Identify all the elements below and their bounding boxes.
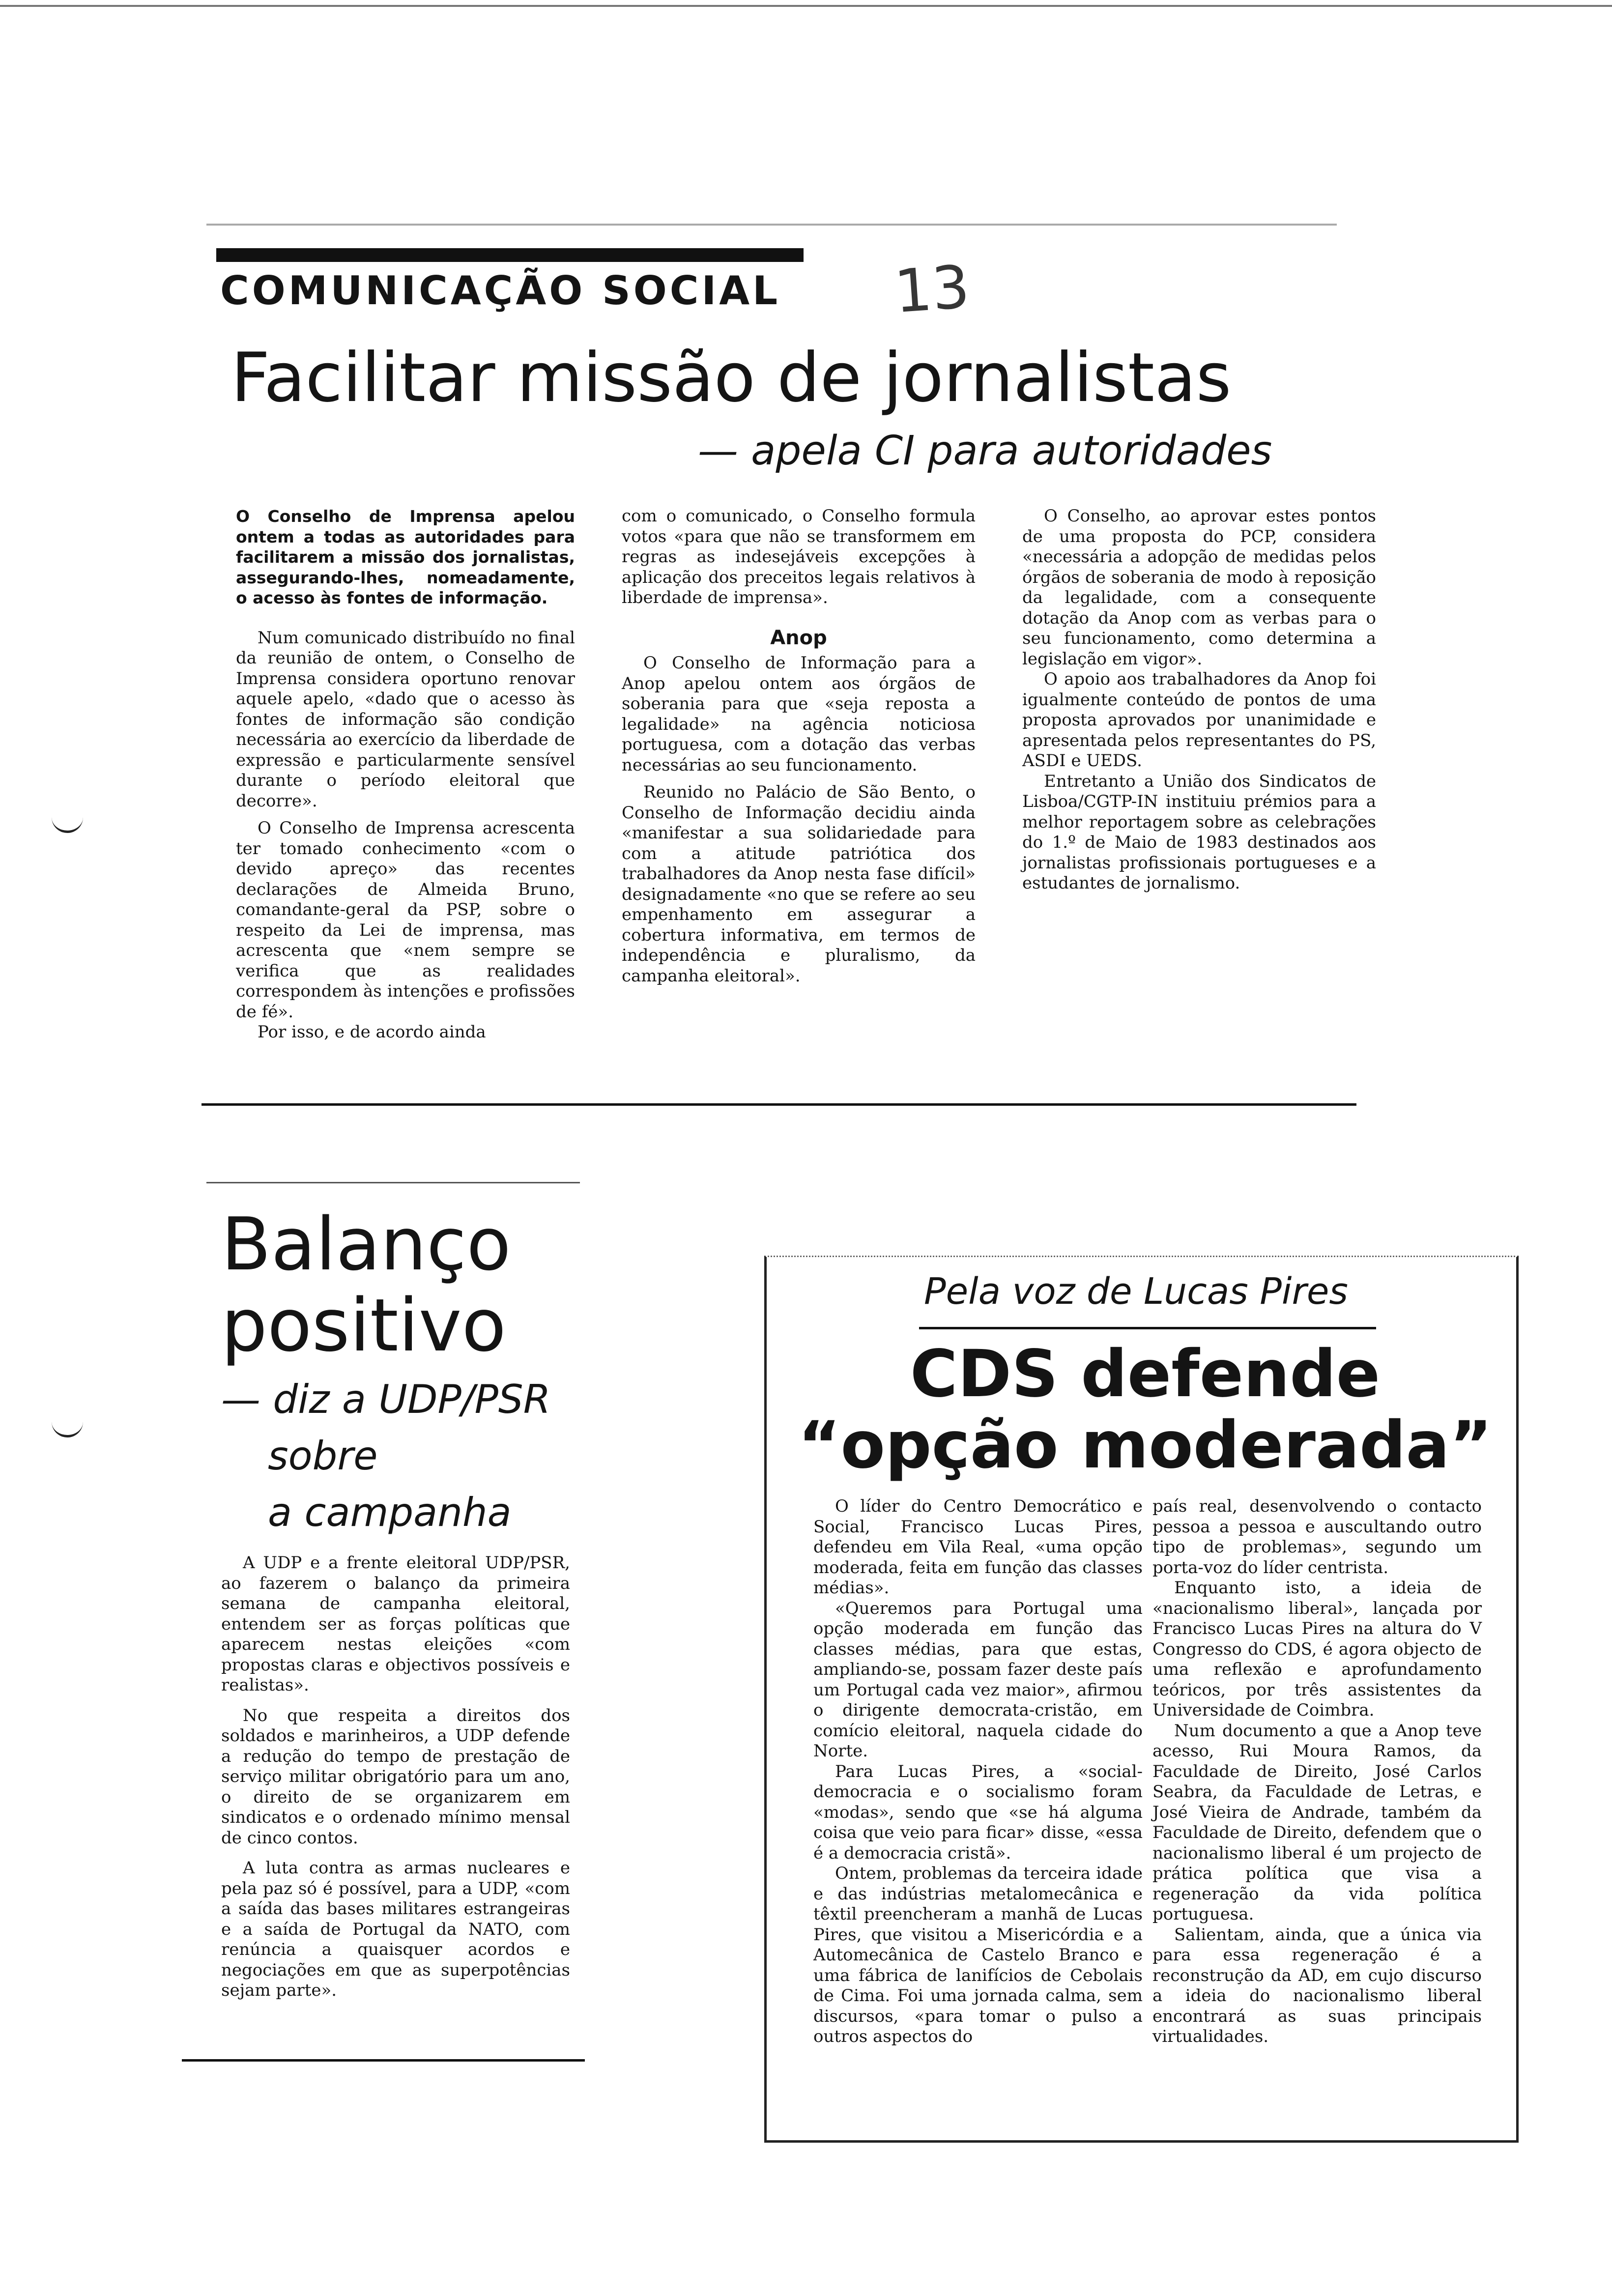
subheadline-line: — diz a UDP/PSR xyxy=(221,1377,551,1422)
headline-line: CDS defende xyxy=(910,1336,1381,1412)
subheadline-line: a campanha xyxy=(268,1490,512,1535)
paragraph: Por isso, e de acordo ainda xyxy=(258,1022,486,1042)
paragraph: O apoio aos trabalhadores da Anop foi igualmente conteúdo de pontos de uma proposta aprovados por unanimidade e apresentada pelos representantes do PS, ASDI e UEDS. xyxy=(1022,669,1376,771)
scan-edge-line xyxy=(0,5,1612,7)
article1-column-1 xyxy=(236,506,575,1043)
top-dotted-rule xyxy=(206,224,1337,226)
headline-line: positivo xyxy=(221,1283,507,1368)
paragraph: O Conselho de Informação para a Anop apelou ontem aos órgãos de soberania para que «seja reposta a legalidade» na agência noticiosa portuguesa, com a dotação das verbas necessárias ao seu funcionamento. xyxy=(622,653,976,775)
paragraph: O Conselho de Imprensa acrescenta ter tomado conhecimento «com o devido apreço» das recentes declarações de Almeida Bruno, comandante-geral da PSP, sobre o respeito da Lei de imprensa, mas acrescenta que «nem sempre se verifica que as realidades correspondem às intenções e profissões de fé». xyxy=(236,818,575,1022)
article2-top-rule xyxy=(206,1182,580,1183)
subheadline: — apela CI para autoridades xyxy=(698,428,1272,474)
paragraph: com o comunicado, o Conselho formula votos «para que não se transformem em regras as indesejáveis excepções à aplicação dos preceitos legais relativos à liberdade de imprensa». xyxy=(622,506,976,607)
paragraph: «Queremos para Portugal uma opção moderada em função das classes médias, para que estas, ampliando-se, possam fazer deste país um Portugal cada vez maior», afirmou o dirigente democrata-cristão, em comício eleitoral, naquela cidade do Norte. xyxy=(813,1598,1143,1761)
paragraph: Enquanto isto, a ideia de «nacionalismo liberal», lançada por Francisco Lucas Pires na altura do V Congresso do CDS, é agora objecto de uma reflexão e aprofundamento teóricos, por três assistentes da Universidade de Coimbra. xyxy=(1152,1578,1482,1720)
article3-column-2 xyxy=(1152,1496,1482,2047)
headline-line: Balanço xyxy=(221,1202,511,1287)
paragraph: país real, desenvolvendo o contacto pessoa a pessoa e auscultando outro tipo de problemas», segundo um porta-voz do líder centrista. xyxy=(1152,1496,1482,1578)
paragraph: No que respeita a direitos dos soldados e marinheiros, a UDP defende a redução do tempo de prestação de serviço militar obrigatório para um ano, o direito de se organizarem em sindicatos e o ordenado mínimo mensal de cinco contos. xyxy=(221,1705,570,1848)
paragraph: A UDP e a frente eleitoral UDP/PSR, ao fazerem o balanço da primeira semana de campanha eleitoral, entendem ser as forças políticas que aparecem nestas eleições «com propostas claras e objectivos possíveis e realistas». xyxy=(221,1553,570,1695)
handwritten-page-mark: 13 xyxy=(892,253,972,327)
section-label: COMUNICAÇÃO SOCIAL xyxy=(220,268,781,314)
headline-line: “opção moderada” xyxy=(798,1407,1493,1483)
article1-bottom-rule xyxy=(202,1103,1356,1106)
subheadline-line: sobre xyxy=(268,1433,378,1479)
paragraph: O Conselho, ao aprovar estes pontos de uma proposta do PCP, considera «necessária a adopção de medidas pelos órgãos de soberania de modo à reposição da legalidade, com a consequente dotação da Anop com as verbas para o seu funcionamento, como determina a legislação em vigor». xyxy=(1022,506,1376,669)
article1-column-2 xyxy=(622,506,976,986)
paragraph: Entretanto a União dos Sindicatos de Lisboa/CGTP-IN instituiu prémios para a melhor reportagem sobre as celebrações do 1.º de Maio de 1983 destinados aos jornalistas profissionais portugueses e a estudantes de jornalismo. xyxy=(1022,771,1376,893)
subhead-anop: Anop xyxy=(770,626,827,649)
article2-bottom-rule xyxy=(182,2059,585,2062)
kicker-underline xyxy=(919,1327,1376,1329)
headline: Facilitar missão de jornalistas xyxy=(231,338,1232,417)
paragraph: Num documento a que a Anop teve acesso, Rui Moura Ramos, da Faculdade de Direito, José Carlos Seabra, da Faculdade de Letras, e José Vieira de Andrade, também da Faculdade de Direito, defendem que o nacionalismo liberal é um projecto de prática política que visa a regeneração da vida política portuguesa. xyxy=(1152,1721,1482,1924)
paragraph: O líder do Centro Democrático e Social, Francisco Lucas Pires, defendeu em Vila Real, «uma opção moderada, feita em função das classes médias». xyxy=(813,1496,1143,1598)
paragraph: A luta contra as armas nucleares e pela paz só é possível, para a UDP, «com a saída das bases militares estrangeiras e a saída de Portugal da NATO, com renúncia a quaisquer acordos e negociações em que as superpotências sejam parte». xyxy=(221,1858,570,2000)
paragraph: Num comunicado distribuído no final da reunião de ontem, o Conselho de Imprensa considera oportuno renovar aquele apelo, «dado que o acesso às fontes de informação são condição necessária ao exercício da liberdade de expressão e particularmente sensível durante o período eleitoral que decorre». xyxy=(236,628,575,811)
binding-mark xyxy=(52,1420,83,1437)
kicker: Pela voz de Lucas Pires xyxy=(924,1270,1348,1313)
article2-body xyxy=(221,1553,570,2001)
binding-mark xyxy=(52,816,83,833)
paragraph: Salientam, ainda, que a única via para essa regeneração é a reconstrução da AD, em cujo discurso a ideia do nacionalismo liberal encontrará as suas principais virtualidades. xyxy=(1152,1924,1482,2046)
lead-paragraph: O Conselho de Imprensa apelou ontem a todas as autoridades para facilitarem a missão dos jornalistas, assegurando-lhes, nomeadamente, o acesso às fontes de informação. xyxy=(236,507,575,607)
article3-column-1 xyxy=(813,1496,1143,2047)
article1-column-3 xyxy=(1022,506,1376,894)
section-bar xyxy=(216,248,804,262)
paragraph: Ontem, problemas da terceira idade e das indústrias metalomecânica e têxtil preencheram a manhã de Lucas Pires, que visitou a Misericórdia e a Automecânica de Castelo Branco e uma fábrica de lanifícios de Cebolais de Cima. Foi uma jornada calma, sem discursos, «para tomar o pulso a outros aspectos do xyxy=(813,1864,1143,2046)
paragraph: Para Lucas Pires, a «social-democracia e o socialismo foram «modas», sendo que «se há alguma coisa que veio para ficar» disse, «essa é a democracia cristã». xyxy=(813,1761,1143,1863)
paragraph: Reunido no Palácio de São Bento, o Conselho de Informação decidiu ainda «manifestar a sua solidariedade para com a atitude patriótica dos trabalhadores da Anop nesta fase difícil» designadamente «no que se refere ao seu empenhamento em assegurar a cobertura informativa, em termos de independência e pluralismo, da campanha eleitoral». xyxy=(622,782,976,986)
